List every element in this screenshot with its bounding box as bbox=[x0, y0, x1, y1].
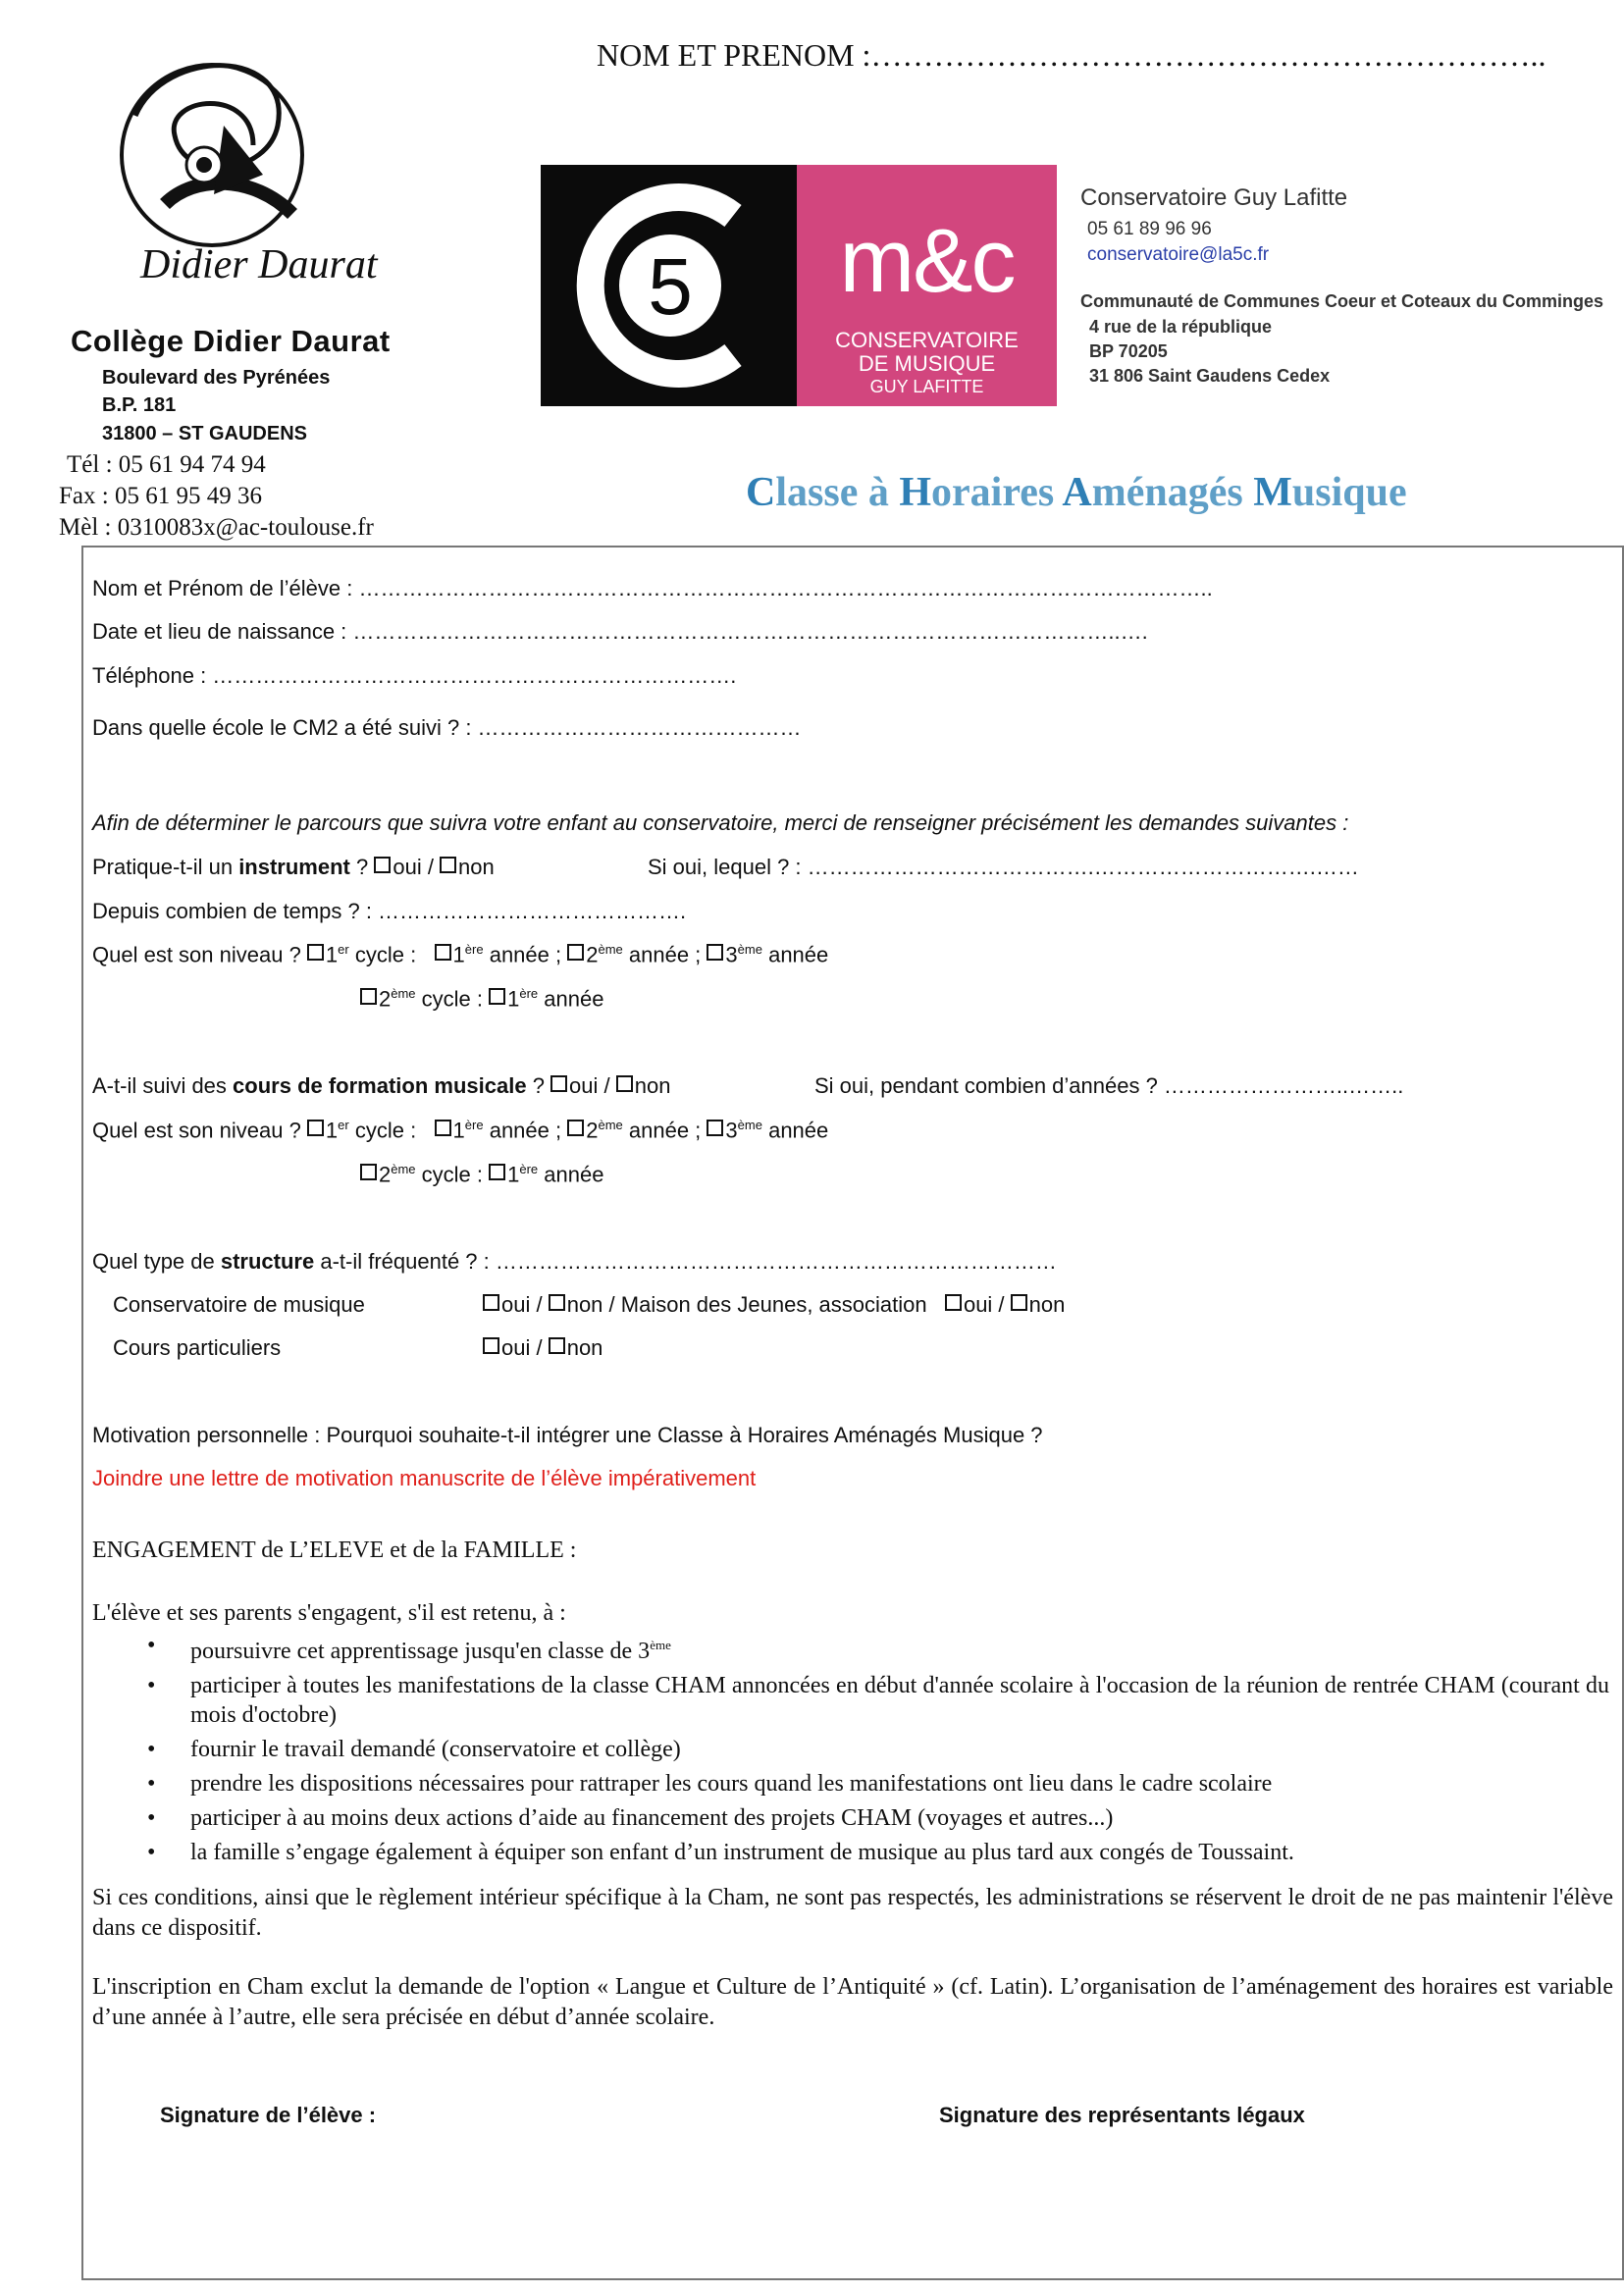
naissance-field[interactable]: Date et lieu de naissance : ……………………………………………………………………………………………..…. bbox=[92, 619, 1148, 644]
college-fax: Fax : 05 61 95 49 36 bbox=[59, 483, 262, 509]
engagement-list bbox=[147, 1631, 1609, 1872]
conservatoire-oui-checkbox[interactable] bbox=[483, 1294, 499, 1311]
ecole-field[interactable]: Dans quelle école le CM2 a été suivi ? : ……………………………………… bbox=[92, 715, 802, 740]
structure-conservatoire-options: oui / non / Maison des Jeunes, association oui / non bbox=[483, 1292, 1065, 1318]
instrument-question: Pratique-t-il un instrument ? oui / non bbox=[92, 855, 495, 879]
mc-logo-subtitle: CONSERVATOIRE bbox=[835, 328, 1019, 352]
conservatoire-email: conservatoire@la5c.fr bbox=[1087, 244, 1270, 265]
fm-c2-annee1-checkbox[interactable] bbox=[489, 1164, 505, 1180]
instrument-oui-checkbox[interactable] bbox=[374, 857, 391, 873]
college-tel: Tél : 05 61 94 74 94 bbox=[67, 451, 266, 478]
page-title: Classe à Horaires Aménagés Musique bbox=[746, 470, 1407, 515]
college-email: Mèl : 0310083x@ac-toulouse.fr bbox=[59, 514, 374, 541]
list-item: • fournir le travail demandé (conservatoire et collège) bbox=[147, 1735, 1609, 1764]
conservatoire-phone: 05 61 89 96 96 bbox=[1087, 219, 1212, 239]
fm-cycle1-checkbox[interactable] bbox=[307, 1120, 324, 1136]
fm-combien-field[interactable]: Si oui, pendant combien d’années ? ……………………..…….. bbox=[814, 1073, 1404, 1098]
engagement-intro: L'élève et ses parents s'engagent, s'il est retenu, à : bbox=[92, 1600, 566, 1626]
mc-logo-subtitle: GUY LAFITTE bbox=[869, 377, 984, 396]
college-name: Collège Didier Daurat bbox=[71, 324, 391, 358]
maison-jeunes-oui-checkbox[interactable] bbox=[945, 1294, 962, 1311]
college-address-line: 31800 – ST GAUDENS bbox=[102, 423, 307, 444]
list-item: • participer à toutes les manifestations de la classe CHAM annoncées en début d'année scolaire à l'occasion de la réunion de rentrée CHAM (courant du mois d'octobre) bbox=[147, 1671, 1609, 1730]
fm-oui-checkbox[interactable] bbox=[550, 1075, 567, 1092]
instrument-cycle1-checkbox[interactable] bbox=[307, 944, 324, 961]
conservatoire-non-checkbox[interactable] bbox=[549, 1294, 565, 1311]
svg-text:Didier Daurat: Didier Daurat bbox=[140, 242, 378, 287]
conservatoire-address-line: 31 806 Saint Gaudens Cedex bbox=[1089, 366, 1331, 386]
mc-logo-subtitle: DE MUSIQUE bbox=[858, 351, 996, 376]
instrument-cycle2-checkbox[interactable] bbox=[360, 988, 377, 1005]
fm-cycle2-checkbox[interactable] bbox=[360, 1164, 377, 1180]
college-address-line: B.P. 181 bbox=[102, 394, 177, 416]
nom-prenom-field: NOM ET PRENOM :……………………………………………………….. bbox=[597, 37, 1546, 73]
instrument-non-checkbox[interactable] bbox=[440, 857, 456, 873]
fm-c1-annee2-checkbox[interactable] bbox=[567, 1120, 584, 1136]
fm-cycle2-row: 2ème cycle : 1ère année bbox=[360, 1162, 603, 1187]
telephone-field[interactable]: Téléphone : ………………………………………………………………. bbox=[92, 663, 737, 688]
list-item: • prendre les dispositions nécessaires pour rattraper les cours quand les manifestations ont lieu dans le cadre scolaire bbox=[147, 1769, 1609, 1799]
instrument-cycle2-row: 2ème cycle : 1ère année bbox=[360, 986, 603, 1012]
instrument-c2-annee1-checkbox[interactable] bbox=[489, 988, 505, 1005]
college-logo bbox=[106, 57, 378, 312]
list-item: • poursuivre cet apprentissage jusqu'en classe de 3ème bbox=[147, 1631, 1609, 1666]
conservatoire-community: Communauté de Communes Coeur et Coteaux du Comminges bbox=[1080, 291, 1604, 311]
conservatoire-musique-label: Conservatoire de musique bbox=[113, 1292, 365, 1317]
list-item: • participer à au moins deux actions d’aide au financement des projets CHAM (voyages et autres...) bbox=[147, 1803, 1609, 1833]
svg-text:5: 5 bbox=[648, 242, 693, 332]
fm-question: A-t-il suivi des cours de formation musicale ? oui / non bbox=[92, 1073, 671, 1098]
structure-question[interactable]: Quel type de structure a-t-il fréquenté ? : …………………………………………………………………… bbox=[92, 1249, 1057, 1274]
engagement-inscription-note: L'inscription en Cham exclut la demande de l'option « Langue et Culture de l’Antiquité » (cf. Latin). L’organisation de l’aménagement des horaires est variable d’une année à l’autre, elle sera précisée en début d’année scolaire. bbox=[92, 1974, 1613, 2030]
conservatoire-address-line: 4 rue de la république bbox=[1089, 317, 1273, 337]
engagement-title: ENGAGEMENT de L’ELEVE et de la FAMILLE : bbox=[92, 1538, 577, 1563]
depuis-field[interactable]: Depuis combien de temps ? : ……………………………………. bbox=[92, 899, 687, 923]
engagement-conditions: Si ces conditions, ainsi que le règlement intérieur spécifique à la Cham, ne sont pas respectés, les administrations se réservent le droit de ne pas maintenir l'élève dans ce dispositif. bbox=[92, 1885, 1613, 1941]
instrument-lequel-field[interactable]: Si oui, lequel ? : ………………………………….………………………….…… bbox=[648, 855, 1359, 879]
college-address-line: Boulevard des Pyrénées bbox=[102, 367, 331, 389]
signature-eleve[interactable]: Signature de l’élève : bbox=[160, 2103, 377, 2127]
motivation-question: Motivation personnelle : Pourquoi souhaite-t-il intégrer une Classe à Horaires Aménagés Musique ? bbox=[92, 1423, 1043, 1447]
nom-eleve-field[interactable]: Nom et Prénom de l’élève : ……………………………………………………………………………………………………….. bbox=[92, 576, 1213, 600]
motivation-lettre-note: Joindre une lettre de motivation manuscrite de l’élève impérativement bbox=[92, 1466, 757, 1490]
form-intro: Afin de déterminer le parcours que suivra votre enfant au conservatoire, merci de renseigner précisément les demandes suivantes : bbox=[92, 810, 1349, 835]
instrument-c1-annee1-checkbox[interactable] bbox=[435, 944, 451, 961]
c5-logo bbox=[541, 165, 797, 406]
instrument-c1-annee3-checkbox[interactable] bbox=[707, 944, 723, 961]
fm-c1-annee1-checkbox[interactable] bbox=[435, 1120, 451, 1136]
conservatoire-address-line: BP 70205 bbox=[1089, 341, 1168, 361]
fm-non-checkbox[interactable] bbox=[616, 1075, 633, 1092]
conservatoire-name: Conservatoire Guy Lafitte bbox=[1080, 184, 1348, 211]
maison-jeunes-non-checkbox[interactable] bbox=[1011, 1294, 1027, 1311]
cours-particuliers-non-checkbox[interactable] bbox=[549, 1337, 565, 1354]
instrument-niveau-row: Quel est son niveau ? 1er cycle : 1ère année ; 2ème année ; 3ème année bbox=[92, 942, 829, 967]
cours-particuliers-label: Cours particuliers bbox=[113, 1335, 282, 1360]
fm-niveau-row: Quel est son niveau ? 1er cycle : 1ère année ; 2ème année ; 3ème année bbox=[92, 1118, 829, 1143]
signature-representants[interactable]: Signature des représentants légaux bbox=[939, 2103, 1305, 2127]
instrument-c1-annee2-checkbox[interactable] bbox=[567, 944, 584, 961]
fm-c1-annee3-checkbox[interactable] bbox=[707, 1120, 723, 1136]
cours-particuliers-oui-checkbox[interactable] bbox=[483, 1337, 499, 1354]
cours-particuliers-options: oui / non bbox=[483, 1335, 602, 1361]
mc-logo-text: m&c bbox=[839, 211, 1015, 311]
list-item: • la famille s’engage également à équiper son enfant d’un instrument de musique au plus tard aux congés de Toussaint. bbox=[147, 1838, 1609, 1867]
